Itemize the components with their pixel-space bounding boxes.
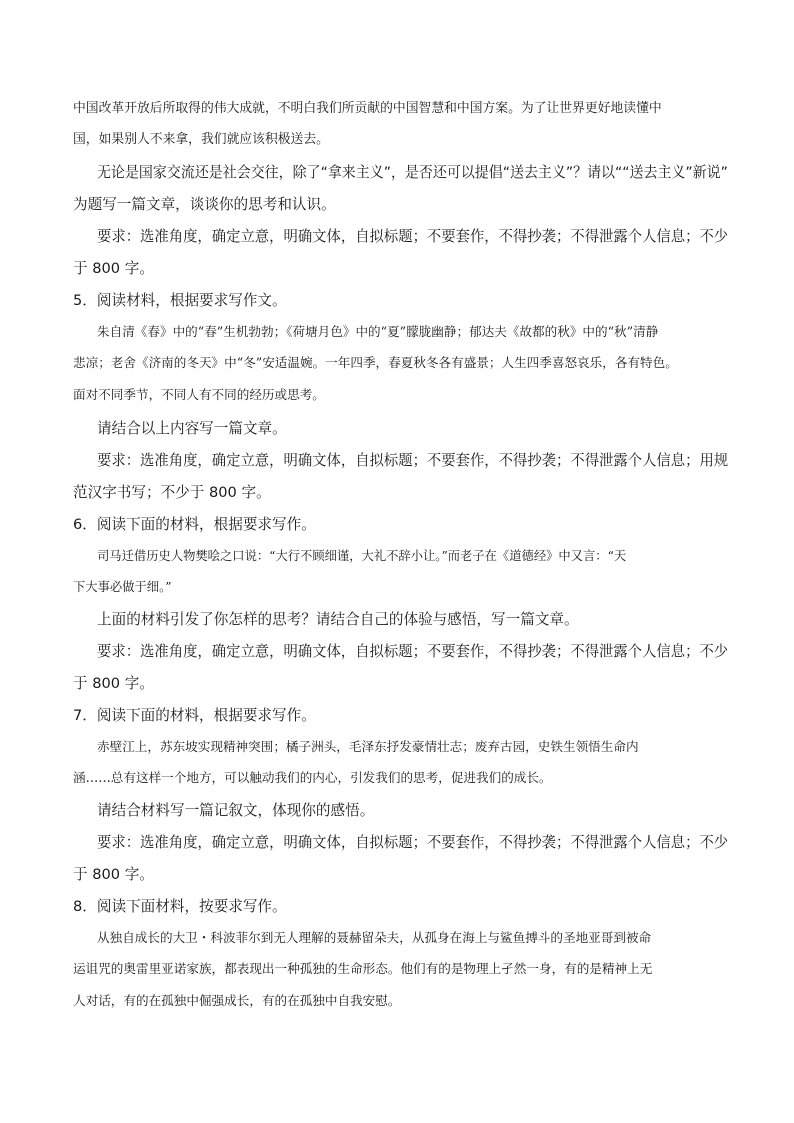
q8-material-line-2: 运诅咒的奥雷里亚诺家族，都表现出一种孤独的生命形态。他们有的是物理上孑然一身，有的是精神上无 (73, 961, 653, 976)
question-8-heading: 8．阅读下面材料，按要求写作。 (73, 898, 287, 915)
question-6-heading: 6．阅读下面的材料，根据要求写作。 (73, 516, 316, 533)
intro-prompt-line-1: 无论是国家交流还是社会交往，除了“拿来主义”，是否还可以提倡“送去主义”？请以““送去主义”新说” (97, 164, 728, 181)
q6-requirement-line-1: 要求：选准角度，确定立意，明确文体，自拟标题；不要套作，不得抄袭；不得泄露个人信息；不少 (97, 643, 729, 660)
q5-material-line-3: 面对不同季节，不同人有不同的经历或思考。 (73, 387, 325, 402)
question-7-heading: 7．阅读下面的材料，根据要求写作。 (73, 707, 316, 724)
q8-material-line-3: 人对话，有的在孤独中倔强成长，有的在孤独中自我安慰。 (73, 993, 401, 1008)
q6-material-line-1: 司马迁借历史人物樊哙之口说：“大行不顾细谨，大礼不辞小让。”而老子在《道德经》中又言：“天 (97, 549, 627, 563)
q5-requirement-line-1: 要求：选准角度，确定立意，明确文体，自拟标题；不要套作，不得抄袭；不得泄露个人信息；用规 (97, 452, 729, 469)
q6-material-line-2: 下大事必做于细。” (73, 580, 172, 594)
intro-prompt-line-2: 为题写一篇文章，谈谈你的思考和认识。 (73, 196, 336, 213)
intro-requirement-line-2: 于 800 字。 (73, 260, 154, 277)
q6-requirement-line-2: 于 800 字。 (73, 675, 154, 692)
q7-requirement-line-2: 于 800 字。 (73, 866, 154, 883)
q8-material-line-1: 从独自成长的大卫・科波菲尔到无人理解的聂赫留朵夫，从孤身在海上与鲨鱼搏斗的圣地亚哥到被命 (97, 930, 652, 945)
q5-material-line-1: 朱自清《春》中的“春”生机勃勃；《荷塘月色》中的“夏”朦胧幽静；郁达夫《故都的秋》中的“秋”清静 (97, 324, 659, 339)
question-5-heading: 5．阅读材料，根据要求写作文。 (73, 292, 287, 309)
q5-prompt: 请结合以上内容写一篇文章。 (97, 420, 287, 437)
q5-requirement-line-2: 范汉字书写；不少于 800 字。 (73, 484, 271, 501)
q7-material-line-1: 赤壁江上，苏东坡实现精神突围；橘子洲头，毛泽东抒发豪情壮志；废弃古园，史铁生领悟生命内 (97, 739, 639, 754)
intro-material-line-2: 国，如果别人不来拿，我们就应该积极送去。 (73, 132, 329, 147)
intro-material-line-1: 中国改革开放后所取得的伟大成就，不明白我们所贡献的中国智慧和中国方案。为了让世界更好地读懂中 (73, 101, 662, 116)
q7-prompt: 请结合材料写一篇记叙文，体现你的感悟。 (97, 802, 375, 819)
q5-material-line-2: 悲凉；老舍《济南的冬天》中“冬”安适温婉。一年四季，春夏秋冬各有盛景；人生四季喜怒哀乐，各有特色。 (73, 355, 678, 370)
q7-requirement-line-1: 要求：选准角度，确定立意，明确文体，自拟标题；不要套作，不得抄袭；不得泄露个人信息；不少 (97, 834, 729, 851)
q6-prompt: 上面的材料引发了你怎样的思考？请结合自己的体验与感悟，写一篇文章。 (97, 611, 579, 628)
intro-requirement-line-1: 要求：选准角度，确定立意，明确文体，自拟标题；不要套作，不得抄袭；不得泄露个人信息；不少 (97, 228, 729, 245)
q7-material-line-2: 涵……总有这样一个地方，可以触动我们的内心，引发我们的思考，促进我们的成长。 (73, 770, 552, 785)
